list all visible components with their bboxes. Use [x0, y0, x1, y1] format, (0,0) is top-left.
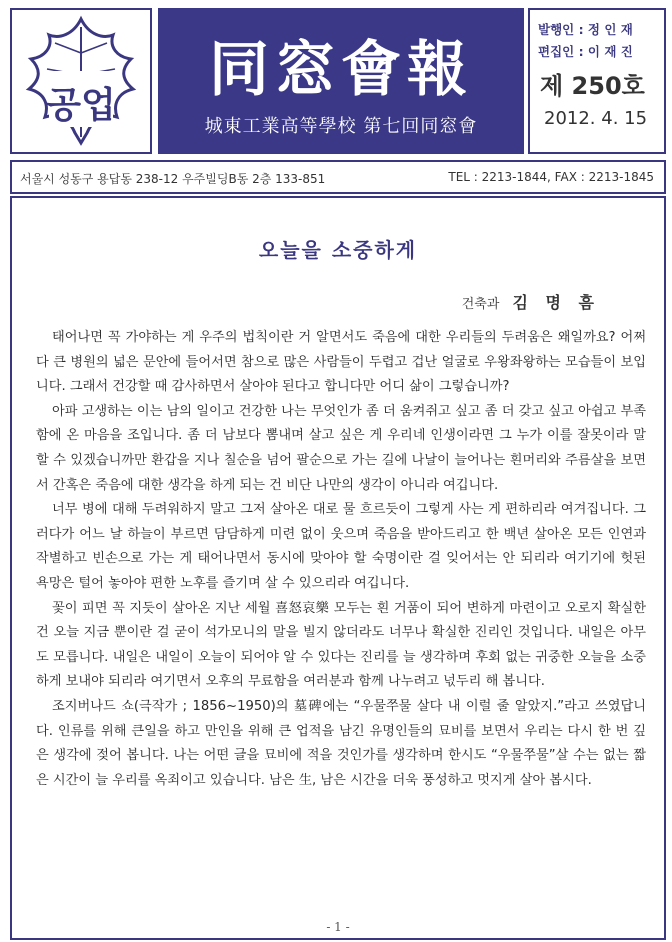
issue-number: 제 250호 — [540, 72, 645, 100]
article-frame — [10, 196, 666, 940]
logo-text: 공업 — [46, 85, 116, 126]
address-bar — [10, 160, 666, 194]
paragraph: 조지버나드 쇼(극작가 ; 1856~1950)의 墓碑에는 “우물쭈물 살다 내 이럴 줄 알았지.”라고 쓰였답니다. 인류를 위해 큰일을 하고 만인을 위해 큰 업적을 남긴 유명인들의 묘비를 보면서 우리는 다시 한 번 깊은 생각에 젖어 봅니다. 나는 어떤 글을 묘비에 적을 것인가를 생각하며 한시도 “우물쭈물”살 수는 없는 짧은 시간이 늘 우리를 옥죄이고 있습니다. 남은 生, 남은 시간을 더욱 풍성하고 멋지게 살아 봅시다. — [36, 698, 646, 788]
school-name: 城東工業高等學校 第七回同窓會 — [204, 116, 478, 137]
paragraph: 꽃이 피면 꼭 지듯이 살아온 지난 세월 喜怒哀樂 모두는 흰 거품이 되어 변하게 마련이고 오로지 확실한 건 오늘 지금 뿐이란 걸 굳이 석가모니의 말을 빌지 않더라도 너무나 확실한 진리인 것입니다. 내일은 아무도 모릅니다. 내일은 내일이 오늘이 되어야 알 수 있다는 진리를 늘 생각하며 후회 없는 귀중한 오늘을 소중하게 보내야 되리라 여기면서 오후의 무료함을 여러분과 함께 나누려고 넋두리 해 봅니다. — [36, 600, 646, 690]
page-number: - 1 - — [326, 920, 350, 934]
issue-info — [528, 8, 666, 154]
editor: 편집인 : 이 재 진 — [538, 44, 633, 59]
newsletter-title: 同窓會報 — [209, 35, 473, 105]
paragraph: 너무 병에 대해 두려워하지 말고 그저 살아온 대로 물 흐르듯이 그렇게 사는 게 편하리라 여겨집니다. 그러다가 어느 날 하늘이 부르면 담담하게 미련 없이 웃으며 죽음을 받아드리고 한 백년 살아온 모든 인연과 작별하고 빈손으로 가는 게 태어나면서 동시에 맞아야 할 숙명이란 걸 잊어서는 안 되리라 여기기에 헛된 욕망은 털어 놓아야 편한 노후를 즐기며 살 수 있으리라 여깁니다. — [36, 502, 646, 591]
byline — [462, 290, 600, 313]
phone-fax: TEL : 2213-1844, FAX : 2213-1845 — [448, 170, 654, 184]
school-logo — [10, 8, 152, 154]
publisher: 발행인 : 정 인 재 — [538, 22, 633, 37]
title-banner — [158, 8, 524, 154]
paragraph: 태어나면 꼭 가야하는 게 우주의 법칙이란 거 알면서도 죽음에 대한 우리들의 두려움은 왜일까요? 어쩌다 큰 병원의 넓은 문안에 들어서면 참으로 많은 사람들이 두렵고 겁난 얼굴로 우왕좌왕하는 모습들이 보입니다. 그래서 건강할 때 감사하면서 살아야 된다고 합니다만 어디 삶이 그렇습니까? — [36, 330, 646, 395]
issue-date: 2012. 4. 15 — [544, 108, 648, 129]
svg-text:공업 — [46, 84, 116, 126]
author-name: 김 명 흠 — [512, 293, 600, 312]
article-title: 오늘을 소중하게 — [258, 238, 418, 262]
article-body — [36, 326, 646, 793]
masthead — [10, 6, 666, 156]
paragraph: 아파 고생하는 이는 남의 일이고 건강한 나는 무엇인가 좀 더 움켜쥐고 싶고 좀 더 갖고 싶고 아쉽고 부족함에 온 마음을 조입니다. 좀 더 남보다 뽐내며 살고 싶은 게 우리네 인생이라면 그 누가 이를 잘못이라 말 할 수 있겠습니까만 환갑을 지나 칠순을 넘어 팔순으로 가는 길에 나날이 늘어나는 흰머리와 주름살을 보면서 간혹은 죽음에 대한 생각을 하게 되는 건 비단 나만의 생각이 아니라 여깁니다. — [36, 403, 646, 493]
author-dept: 건축과 — [461, 297, 500, 312]
address: 서울시 성동구 용답동 238-12 우주빌딩B동 2층 133-851 — [20, 172, 326, 186]
leaf-emblem-icon — [15, 13, 147, 149]
